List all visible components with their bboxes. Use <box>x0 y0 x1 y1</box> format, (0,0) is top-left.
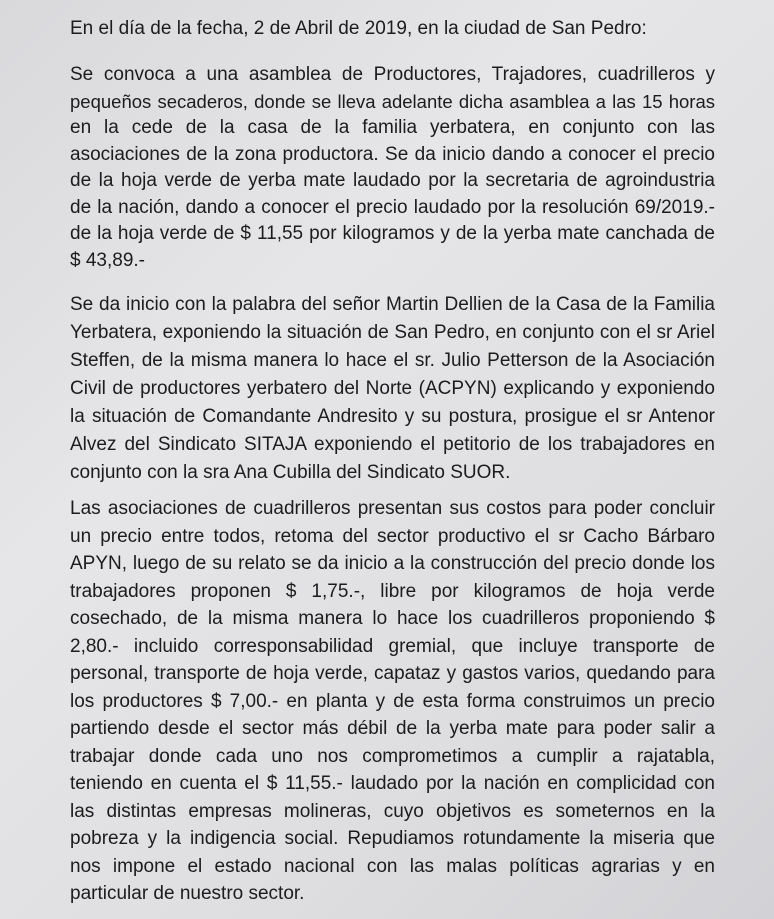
paragraph-line: teniendo en cuenta el $ 11,55.- laudado por la nación en complicidad con <box>70 773 715 794</box>
paragraph-line: pequeños secaderos, donde se lleva adelante dicha asamblea a las 15 horas <box>70 90 715 112</box>
paragraph-line: asociaciones de la zona productora. Se da inicio dando a conocer el precio <box>70 143 715 165</box>
paragraph-line: los productores $ 7,00.- en planta y de esta forma construimos un precio <box>70 690 715 712</box>
paragraph-exposiciones <box>70 291 715 487</box>
paragraph-line: Yerbatera, exponiendo la situación de San Pedro, en conjunto con el sr Ariel <box>70 322 715 343</box>
paragraph-line: trabajadores proponen $ 1,75.-, libre por kilogramos de hoja verde <box>70 580 715 602</box>
paragraph-line: Se convoca a una asamblea de Productores, Trajadores, cuadrilleros y <box>70 64 715 85</box>
paragraph-line: Steffen, de la misma manera lo hace el sr. Julio Petterson de la Asociación <box>70 350 715 371</box>
paragraph-line: en la cede de la casa de la familia yerbatera, en conjunto con las <box>70 117 715 138</box>
paragraph-line: cosechado, de la misma manera lo hace los cuadrilleros proponiendo $ <box>70 608 715 629</box>
paragraph-line: partiendo desde el sector más débil de la yerba mate para poder salir a <box>70 718 715 739</box>
document-heading: En el día de la fecha, 2 de Abril de 2019, en la ciudad de San Pedro: <box>70 18 647 39</box>
paragraph-line: de la hoja verde de yerba mate laudado por la secretaria de agroindustria <box>70 170 715 191</box>
paragraph-line: personal, transporte de hoja verde, capataz y gastos varios, quedando para <box>70 663 715 684</box>
paragraph-line: de la hoja verde de $ 11,55 por kilogramos y de la yerba mate canchada de <box>70 223 715 244</box>
paragraph-line: de la nación, dando a conocer el precio laudado por la resolución 69/2019.- <box>70 196 715 218</box>
paragraph-line: pobreza y la indigencia social. Repudiamos rotundamente la miseria que <box>70 828 715 849</box>
paragraph-line: 2,80.- incluido corresponsabilidad gremial, que incluye transporte de <box>70 635 715 657</box>
paragraph-line: Las asociaciones de cuadrilleros presentan sus costos para poder concluir <box>70 498 715 519</box>
paragraph-line: nos impone el estado nacional con las malas políticas agrarias y en <box>70 855 715 877</box>
paragraph-line: la situación de Comandante Andresito y su postura, prosigue el sr Antenor <box>70 406 715 427</box>
paragraph-line: trabajar donde cada uno nos comprometimos a cumplir a rajatabla, <box>70 745 715 767</box>
paragraph-line: APYN, luego de su relato se da inicio a la construcción del precio donde los <box>70 553 715 574</box>
paragraph-line: Se da inicio con la palabra del señor Martin Dellien de la Casa de la Familia <box>70 294 715 315</box>
paragraph-line: un precio entre todos, retoma del sector productivo el sr Cacho Bárbaro <box>70 525 715 547</box>
paragraph-costos <box>70 495 715 908</box>
paragraph-line: $ 43,89.- <box>70 249 145 271</box>
paragraph-line: Alvez del Sindicato SITAJA exponiendo el petitorio de los trabajadores en <box>70 434 715 455</box>
paragraph-line: las distintas empresas molineras, cuyo objetivos es someternos en la <box>70 800 715 822</box>
paragraph-line: conjunto con la sra Ana Cubilla del Sindicato SUOR. <box>70 462 511 483</box>
paragraph-convocatoria <box>70 62 715 274</box>
paragraph-line: Civil de productores yerbatero del Norte (ACPYN) explicando y exponiendo <box>70 378 715 399</box>
paragraph-line: particular de nuestro sector. <box>70 883 305 904</box>
